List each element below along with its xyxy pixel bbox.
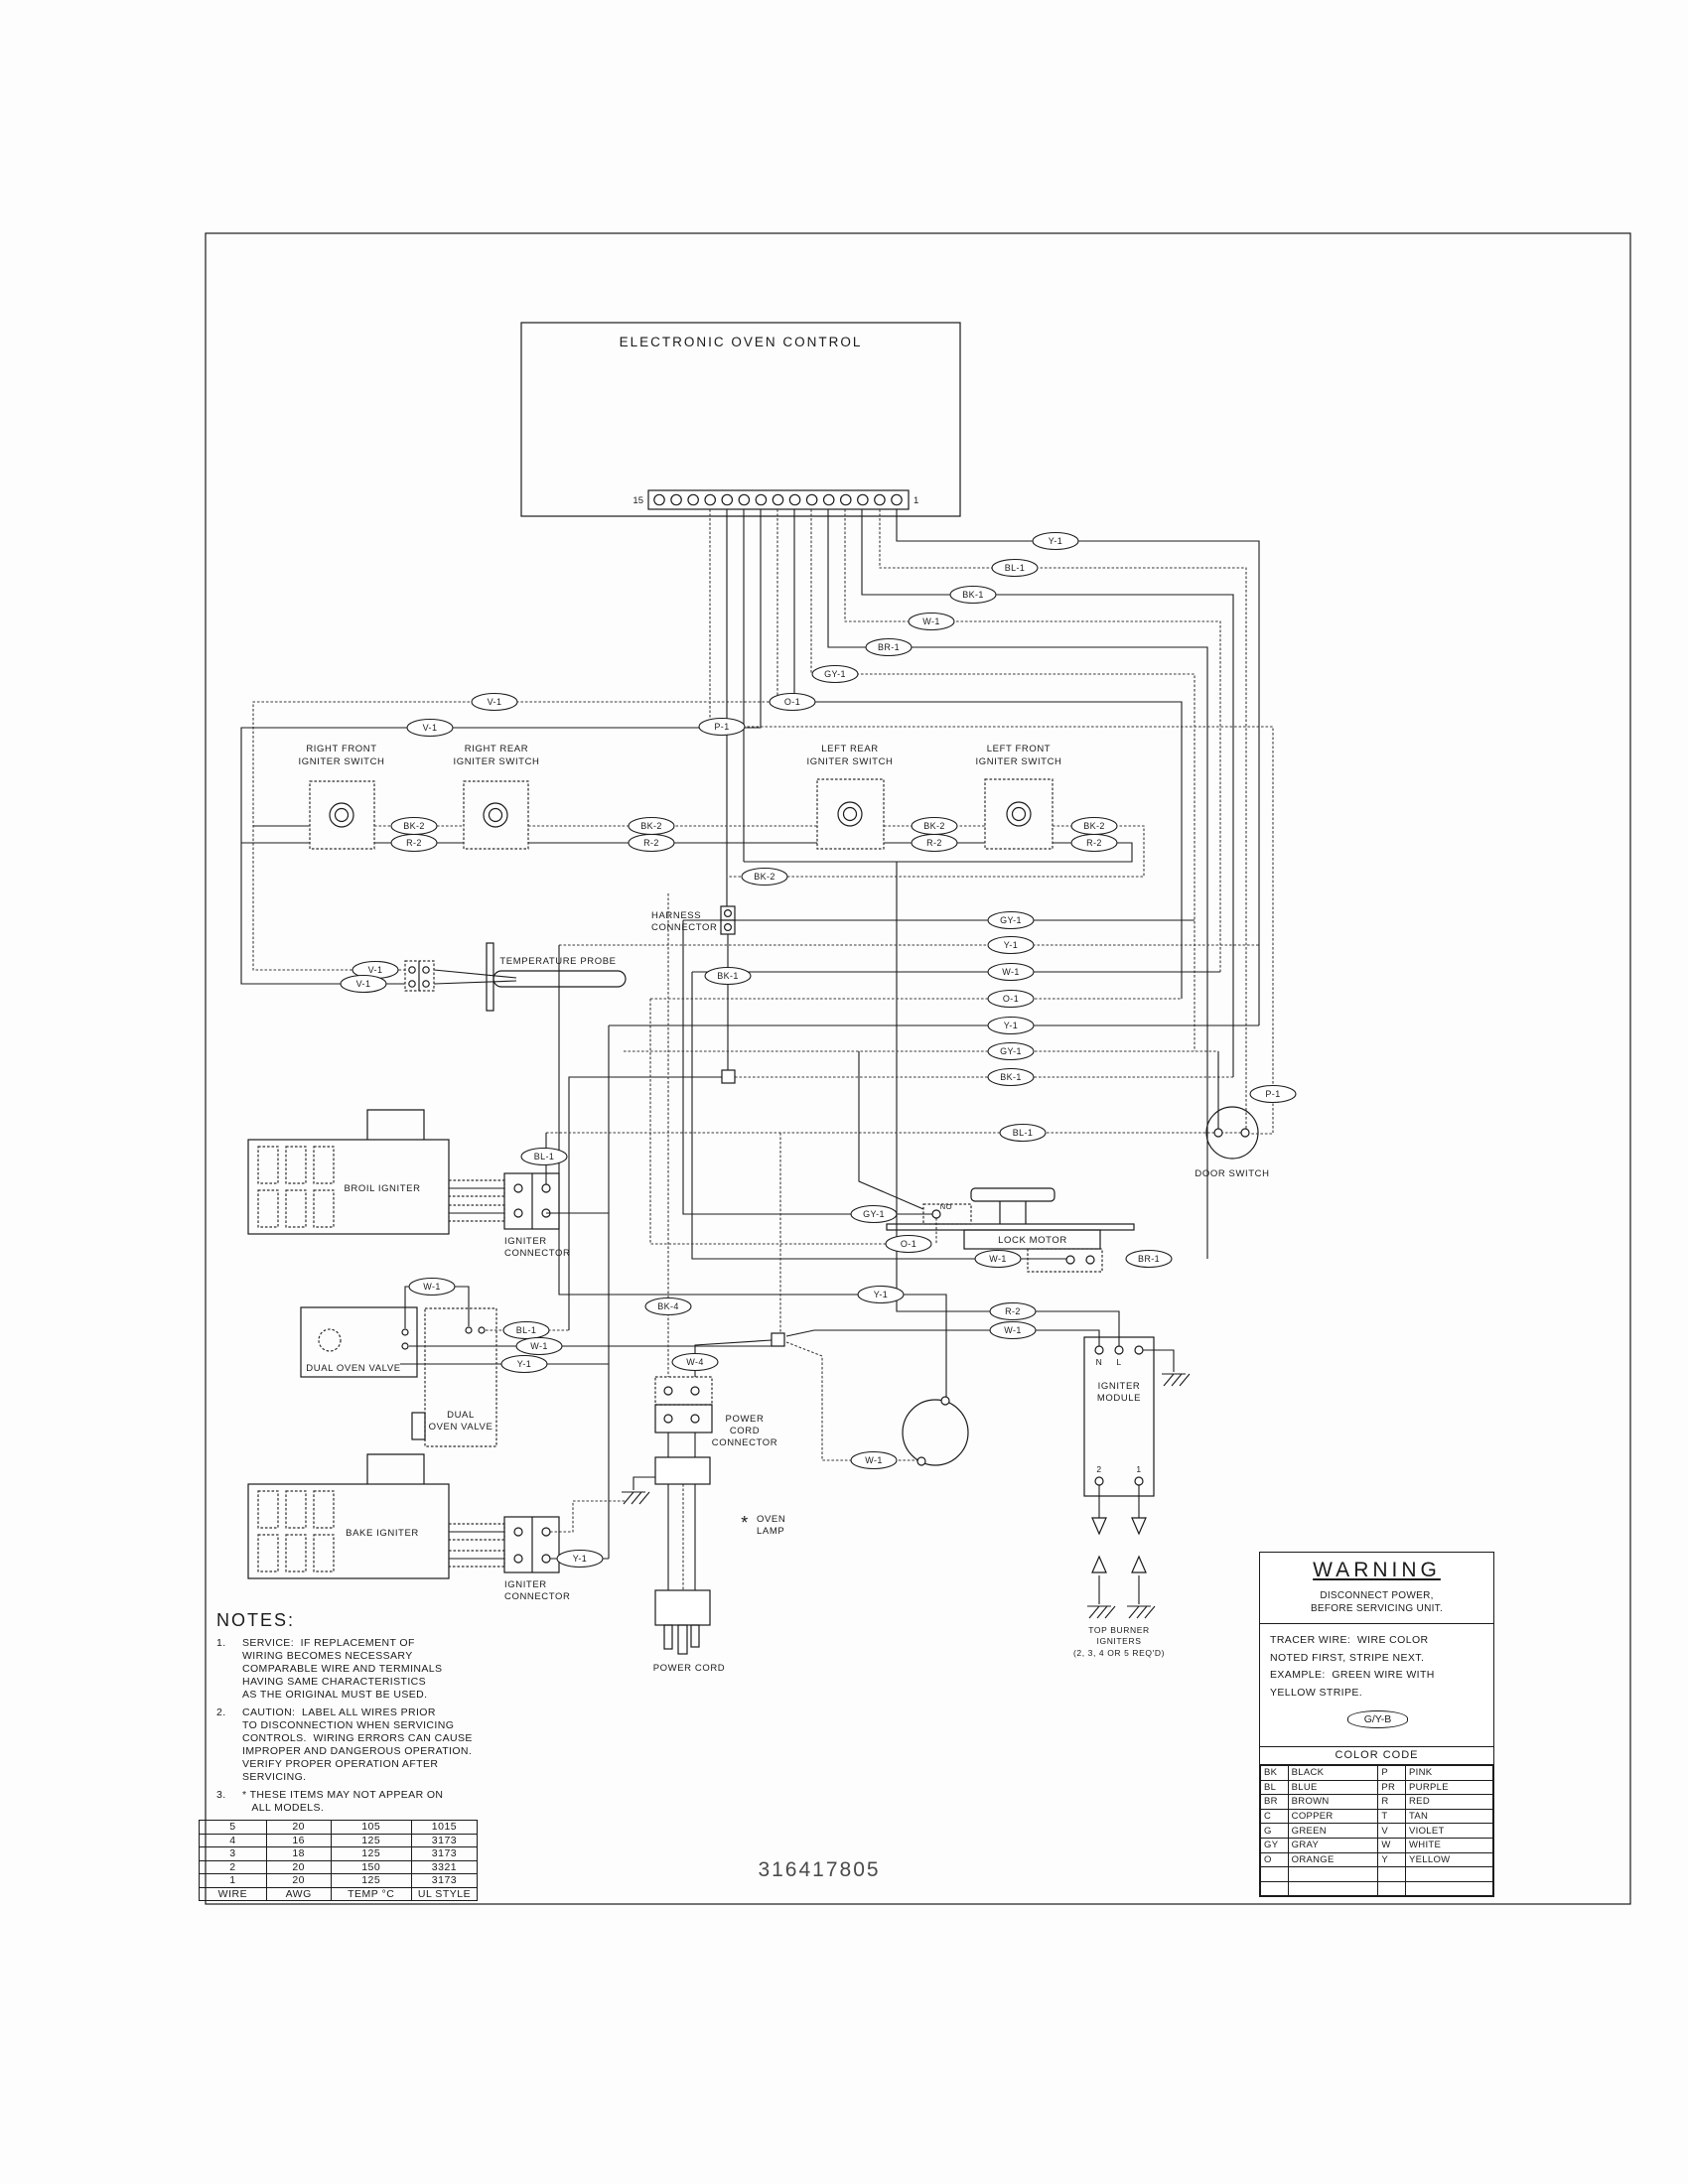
color-code-cell: VIOLET [1406, 1824, 1493, 1839]
svg-text:W-1: W-1 [1002, 967, 1020, 978]
diagram-label: TOP BURNER [1088, 1625, 1150, 1635]
electronic-oven-control [521, 323, 960, 516]
color-code-cell: V [1378, 1824, 1406, 1839]
splice-junction [722, 1070, 735, 1083]
wire-label-p-1 [1250, 1086, 1296, 1103]
wire-label-y-1 [988, 937, 1034, 954]
wire-label-w-1 [909, 614, 954, 630]
gauge-cell: TEMP °C [331, 1887, 411, 1901]
gauge-cell: 1015 [411, 1821, 477, 1835]
svg-text:R-2: R-2 [1005, 1306, 1021, 1317]
bake-igniter [248, 1454, 559, 1578]
wire-label-bk-1 [950, 587, 996, 604]
svg-text:W-4: W-4 [686, 1357, 704, 1368]
color-code-row [1261, 1824, 1493, 1839]
note-item-1 [216, 1637, 544, 1702]
wire-label-w-1 [990, 1322, 1036, 1339]
wire-label-bk-4 [645, 1298, 691, 1315]
wire-label-bl-1 [1000, 1125, 1046, 1142]
wire-label-br-1 [1126, 1251, 1172, 1268]
svg-text:O-1: O-1 [900, 1239, 917, 1250]
svg-text:BL-1: BL-1 [515, 1325, 537, 1336]
diagram-label: OVEN VALVE [428, 1422, 493, 1433]
svg-text:Y-1: Y-1 [873, 1290, 889, 1300]
svg-text:R-2: R-2 [926, 838, 942, 849]
svg-text:BK-1: BK-1 [1000, 1072, 1022, 1083]
diagram-label: OVEN [757, 1514, 786, 1525]
gauge-cell: 3 [200, 1847, 267, 1861]
diagram-label: DUAL OVEN VALVE [306, 1363, 401, 1374]
harness-connector [721, 906, 735, 934]
wire-label-o-1 [886, 1236, 931, 1253]
color-code-cell: R [1378, 1795, 1406, 1810]
wire-label-r-2 [990, 1303, 1036, 1320]
diagram-label: 2 [1096, 1464, 1102, 1474]
svg-text:BR-1: BR-1 [877, 642, 901, 653]
svg-text:BK-4: BK-4 [657, 1301, 679, 1312]
diagram-label: MODULE [1096, 1393, 1142, 1404]
terminal-label-15: 15 [633, 495, 643, 506]
diagram-label: CONNECTOR [711, 1437, 778, 1448]
wire-label-p-1 [699, 719, 745, 736]
diagram-label: BROIL IGNITER [344, 1183, 421, 1194]
warning-title: WARNING [1313, 1559, 1441, 1581]
color-code-cell: RED [1406, 1795, 1493, 1810]
color-code-table [1260, 1765, 1493, 1896]
gauge-header-row [200, 1887, 478, 1901]
wire-label-o-1 [988, 991, 1034, 1008]
tracer-wire-note [1260, 1624, 1493, 1747]
gauge-cell: 125 [331, 1874, 411, 1888]
svg-text:BK-1: BK-1 [717, 971, 739, 982]
svg-text:O-1: O-1 [783, 697, 801, 708]
oven-lamp [903, 1397, 968, 1465]
tracer-example-tag: G/Y-B [1347, 1710, 1409, 1728]
terminal-label-1: 1 [914, 495, 919, 506]
svg-text:W-1: W-1 [1004, 1325, 1022, 1336]
diagram-label: CONNECTOR [504, 1248, 571, 1259]
svg-text:V-1: V-1 [487, 697, 502, 708]
svg-text:Y-1: Y-1 [1003, 940, 1019, 951]
wire-label-bk-2 [391, 818, 437, 835]
color-code-cell: PURPLE [1406, 1780, 1493, 1795]
color-code-cell [1378, 1867, 1406, 1882]
color-code-cell: T [1378, 1809, 1406, 1824]
color-code-cell: YELLOW [1406, 1852, 1493, 1867]
gauge-row [200, 1860, 478, 1874]
color-code-cell: WHITE [1406, 1838, 1493, 1852]
gauge-row [200, 1834, 478, 1847]
wire-label-y-1 [1033, 533, 1078, 550]
notes-title: NOTES: [216, 1610, 296, 1630]
diagram-label: IGNITER SWITCH [453, 756, 540, 767]
color-code-row [1261, 1881, 1493, 1896]
gauge-cell: 3321 [411, 1860, 477, 1874]
svg-text:GY-1: GY-1 [1000, 915, 1022, 926]
wire-label-w-1 [516, 1338, 562, 1355]
wire-label-y-1 [858, 1287, 904, 1303]
note-text: SERVICE: IF REPLACEMENT OF WIRING BECOMES NECESSARY COMPARABLE WIRE AND TERMINALS HAVING SAME CHARACTERISTICS AS THE ORIGINAL MUST BE USED. [242, 1637, 443, 1701]
color-code-cell: W [1378, 1838, 1406, 1852]
diagram-label: CORD [729, 1426, 761, 1436]
svg-text:GY-1: GY-1 [824, 669, 846, 680]
diagram-label: (2, 3, 4 OR 5 REQ'D) [1072, 1648, 1166, 1658]
wire-label-r-2 [1071, 835, 1117, 852]
note-text: CAUTION: LABEL ALL WIRES PRIOR TO DISCONNECTION WHEN SERVICING CONTROLS. WIRING ERRORS CAN CAUSE IMPROPER AND DANGEROUS OPERATION. VERIFY PROPER OPERATION AFTER SERVICING. [242, 1706, 473, 1783]
gauge-cell: UL STYLE [411, 1887, 477, 1901]
color-code-cell [1288, 1881, 1378, 1896]
diagram-label: 1 [1136, 1464, 1142, 1474]
diagram-label: CONNECTOR [504, 1591, 571, 1602]
diagram-label: N [1095, 1357, 1103, 1367]
wire-label-y-1 [501, 1356, 547, 1373]
gauge-cell: 105 [331, 1821, 411, 1835]
svg-text:Y-1: Y-1 [572, 1554, 588, 1565]
svg-text:Y-1: Y-1 [1048, 536, 1063, 547]
svg-text:BK-2: BK-2 [923, 821, 945, 832]
svg-text:BL-1: BL-1 [533, 1152, 555, 1162]
warning-line-1: DISCONNECT POWER, [1320, 1590, 1434, 1601]
color-code-title: COLOR CODE [1260, 1747, 1493, 1765]
note-number: 3. [216, 1789, 226, 1801]
diagram-label: POWER CORD [652, 1663, 726, 1674]
gauge-cell: 125 [331, 1847, 411, 1861]
note-text: * THESE ITEMS MAY NOT APPEAR ON ALL MODELS. [242, 1789, 444, 1814]
svg-text:W-1: W-1 [989, 1254, 1007, 1265]
wire-label-gy-1 [812, 666, 858, 683]
color-code-cell [1406, 1881, 1493, 1896]
temperature-probe [405, 943, 626, 1011]
gauge-cell: 20 [266, 1821, 331, 1835]
gauge-cell: 20 [266, 1874, 331, 1888]
gauge-cell: 18 [266, 1847, 331, 1861]
diagram-label: IGNITER SWITCH [975, 756, 1062, 767]
diagram-label: DUAL [447, 1410, 475, 1421]
gauge-cell: 16 [266, 1834, 331, 1847]
svg-text:BK-2: BK-2 [640, 821, 662, 832]
color-code-cell: BK [1261, 1766, 1289, 1781]
diagram-label: LEFT FRONT [986, 744, 1052, 754]
gauge-cell: WIRE [200, 1887, 267, 1901]
svg-text:W-1: W-1 [922, 616, 940, 627]
wire-label-o-1 [770, 694, 815, 711]
svg-text:R-2: R-2 [643, 838, 659, 849]
svg-text:BL-1: BL-1 [1004, 563, 1026, 574]
diagram-label: IGNITER [1097, 1381, 1141, 1392]
wire-label-v-1 [407, 720, 453, 737]
color-code-cell: BR [1261, 1795, 1289, 1810]
color-code-cell [1261, 1881, 1289, 1896]
wire-label-y-1 [988, 1018, 1034, 1034]
warning-line-2: BEFORE SERVICING UNIT. [1310, 1603, 1444, 1614]
tracer-line: NOTED FIRST, STRIPE NEXT. [1270, 1651, 1425, 1664]
gauge-row [200, 1874, 478, 1888]
gauge-cell: 3173 [411, 1847, 477, 1861]
svg-text:GY-1: GY-1 [863, 1209, 885, 1220]
gauge-row [200, 1821, 478, 1835]
warning-box [1259, 1552, 1494, 1897]
wire-label-bk-2 [1071, 818, 1117, 835]
gauge-cell: 3173 [411, 1834, 477, 1847]
color-code-cell: PINK [1406, 1766, 1493, 1781]
gauge-cell: AWG [266, 1887, 331, 1901]
wire-label-bl-1 [521, 1149, 567, 1165]
svg-text:V-1: V-1 [367, 965, 383, 976]
note-number: 1. [216, 1637, 226, 1649]
wire-label-w-4 [672, 1354, 718, 1371]
color-code-cell: PR [1378, 1780, 1406, 1795]
diagram-label: RIGHT REAR [464, 744, 529, 754]
wire-label-w-1 [851, 1452, 897, 1469]
wire-label-gy-1 [988, 1043, 1034, 1060]
diagram-label: IGNITERS [1096, 1636, 1142, 1646]
wire-label-bk-2 [912, 818, 957, 835]
wire-label-br-1 [866, 639, 912, 656]
svg-text:GY-1: GY-1 [1000, 1046, 1022, 1057]
power-junction [772, 1333, 784, 1346]
wire-label-bk-2 [742, 869, 787, 886]
svg-text:Y-1: Y-1 [516, 1359, 532, 1370]
wire-gauge-table [199, 1820, 478, 1901]
color-code-cell [1378, 1881, 1406, 1896]
tracer-line: EXAMPLE: GREEN WIRE WITH [1270, 1669, 1435, 1681]
color-code-cell: G [1261, 1824, 1289, 1839]
gauge-cell: 3173 [411, 1874, 477, 1888]
part-number: 316417805 [758, 1858, 881, 1881]
svg-text:O-1: O-1 [1002, 994, 1020, 1005]
color-code-cell: GREEN [1288, 1824, 1378, 1839]
diagram-label: TEMPERATURE PROBE [499, 956, 617, 967]
svg-text:W-1: W-1 [423, 1282, 441, 1293]
color-code-cell: O [1261, 1852, 1289, 1867]
wire-label-r-2 [912, 835, 957, 852]
gauge-cell: 125 [331, 1834, 411, 1847]
diagram-label: HARNESS [651, 910, 702, 921]
color-code-cell: C [1261, 1809, 1289, 1824]
igniter-module [1084, 1337, 1154, 1572]
gauge-cell: 5 [200, 1821, 267, 1835]
svg-text:V-1: V-1 [355, 979, 371, 990]
svg-text:V-1: V-1 [422, 723, 438, 734]
wire-label-w-1 [409, 1279, 455, 1296]
wire-label-gy-1 [851, 1206, 897, 1223]
gauge-cell: 2 [200, 1860, 267, 1874]
diagram-label: * [741, 1513, 749, 1533]
diagram-label: BAKE IGNITER [346, 1528, 419, 1539]
svg-text:P-1: P-1 [714, 722, 730, 733]
color-code-cell: BL [1261, 1780, 1289, 1795]
diagram-label: RIGHT FRONT [306, 744, 377, 754]
gauge-cell: 4 [200, 1834, 267, 1847]
notes-block [216, 1610, 544, 1820]
svg-text:R-2: R-2 [406, 838, 422, 849]
color-code-cell [1288, 1867, 1378, 1882]
color-code-row [1261, 1852, 1493, 1867]
color-code-cell: BROWN [1288, 1795, 1378, 1810]
wire-label-w-1 [988, 964, 1034, 981]
color-code-cell: P [1378, 1766, 1406, 1781]
color-code-row [1261, 1838, 1493, 1852]
svg-text:BK-2: BK-2 [403, 821, 425, 832]
gauge-cell: 20 [266, 1860, 331, 1874]
svg-text:W-1: W-1 [530, 1341, 548, 1352]
diagram-label: IGNITER [504, 1236, 547, 1247]
color-code-cell [1406, 1867, 1493, 1882]
wire-label-w-1 [975, 1251, 1021, 1268]
tracer-line: TRACER WIRE: WIRE COLOR [1270, 1634, 1429, 1646]
diagram-label: LAMP [757, 1526, 785, 1537]
color-code-cell: BLUE [1288, 1780, 1378, 1795]
diagram-label: LOCK MOTOR [998, 1235, 1067, 1246]
color-code-cell: ORANGE [1288, 1852, 1378, 1867]
wire-label-v-1 [472, 694, 517, 711]
broil-igniter [248, 1110, 559, 1234]
wire-label-bk-2 [629, 818, 674, 835]
note-item-2 [216, 1706, 544, 1784]
wire-label-r-2 [629, 835, 674, 852]
svg-text:W-1: W-1 [865, 1455, 883, 1466]
color-code-row [1261, 1809, 1493, 1824]
color-code-row [1261, 1766, 1493, 1781]
diagram-label: NO [939, 1202, 953, 1211]
wire-label-bk-1 [705, 968, 751, 985]
wire-label-bk-1 [988, 1069, 1034, 1086]
wire-label-bl-1 [992, 560, 1038, 577]
diagram-label: IGNITER SWITCH [298, 756, 385, 767]
color-code-row [1261, 1795, 1493, 1810]
wire-label-v-1 [341, 976, 386, 993]
svg-text:BR-1: BR-1 [1137, 1254, 1161, 1265]
color-code-cell: GY [1261, 1838, 1289, 1852]
diagram-label: L [1116, 1357, 1122, 1367]
svg-text:BK-1: BK-1 [962, 590, 984, 601]
control-board-title: ELECTRONIC OVEN CONTROL [619, 335, 863, 349]
note-number: 2. [216, 1706, 226, 1718]
color-code-cell [1261, 1867, 1289, 1882]
color-code-cell: COPPER [1288, 1809, 1378, 1824]
svg-text:P-1: P-1 [1265, 1089, 1281, 1100]
wire-label-bl-1 [503, 1322, 549, 1339]
wire-label-y-1 [557, 1551, 603, 1568]
diagram-label: IGNITER SWITCH [806, 756, 894, 767]
svg-text:BK-2: BK-2 [754, 872, 775, 883]
color-code-cell: TAN [1406, 1809, 1493, 1824]
svg-text:Y-1: Y-1 [1003, 1021, 1019, 1031]
gauge-cell: 150 [331, 1860, 411, 1874]
note-item-3 [216, 1789, 544, 1815]
tracer-line: YELLOW STRIPE. [1270, 1686, 1363, 1699]
diagram-label: DOOR SWITCH [1195, 1168, 1270, 1179]
gauge-row [200, 1847, 478, 1861]
gauge-cell: 1 [200, 1874, 267, 1888]
color-code-row [1261, 1780, 1493, 1795]
color-code-cell: GRAY [1288, 1838, 1378, 1852]
color-code-cell: BLACK [1288, 1766, 1378, 1781]
wire-label-gy-1 [988, 912, 1034, 929]
svg-text:R-2: R-2 [1086, 838, 1102, 849]
diagram-label: CONNECTOR [651, 922, 718, 933]
color-code-cell: Y [1378, 1852, 1406, 1867]
svg-text:BL-1: BL-1 [1012, 1128, 1034, 1139]
warning-header [1260, 1553, 1493, 1624]
color-code-row [1261, 1867, 1493, 1882]
diagram-label: IGNITER [504, 1579, 547, 1590]
wire-label-r-2 [391, 835, 437, 852]
diagram-label: LEFT REAR [821, 744, 879, 754]
svg-text:BK-2: BK-2 [1083, 821, 1105, 832]
diagram-label: POWER [725, 1414, 765, 1425]
